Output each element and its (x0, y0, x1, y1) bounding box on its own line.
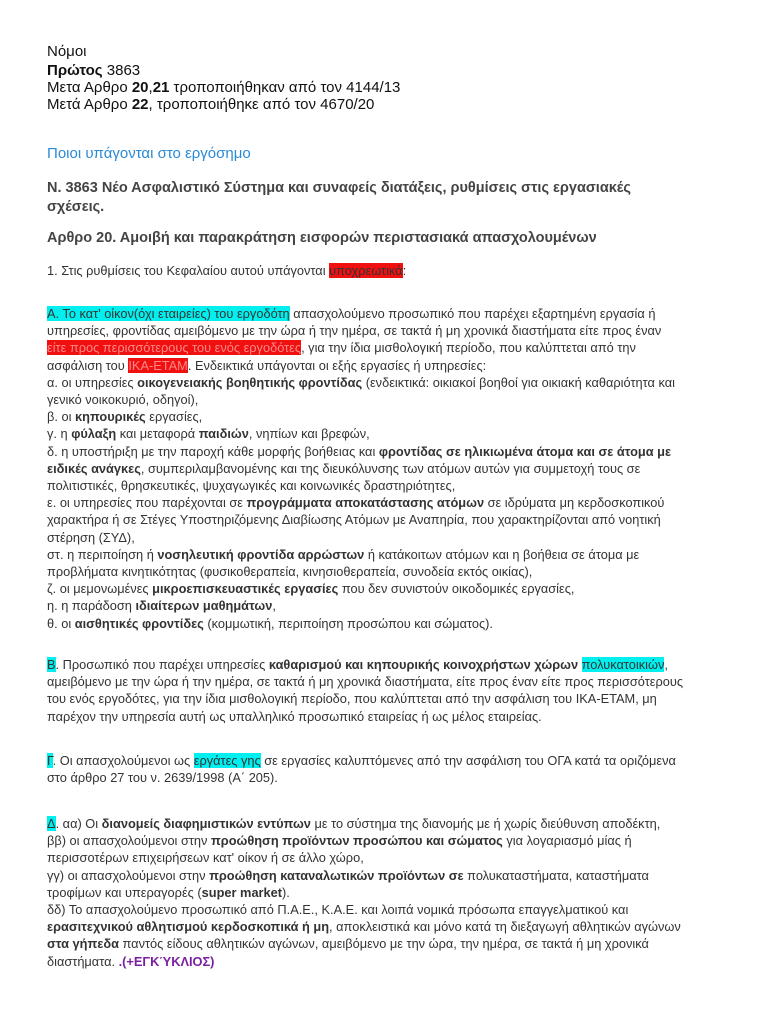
section-b-line-4: παρέχον την υπηρεσία αυτή ως υπαλληλικό προσωπικό εταιρείας ή ως μέλος εταιρείας. (47, 708, 542, 724)
item-th-pre: θ. οι (47, 615, 75, 631)
section-b-line1-pre: . Προσωπικό που παρέχει υπηρεσίες (55, 657, 269, 672)
item-c-mid: και μεταφορά (116, 426, 199, 442)
item-a-bold: οικογενειακής βοηθητικής φροντίδας (137, 374, 363, 390)
section-d-line7-rest: , αποκλειστικά και μόνο κατά τη διεξαγωγή αθλητικών αγώνων (329, 919, 681, 935)
law-title (47, 179, 631, 217)
section-b-letter: Β (47, 657, 56, 672)
item-e-bold: προγράμματα αποκατάστασης ατόμων (246, 495, 485, 511)
item-c-rest: , νηπίων και βρεφών, (248, 426, 370, 442)
section-d-line5-rest: ). (282, 884, 290, 900)
section-d-line-3: περισσοτέρων επιχειρήσεων κατ' οίκον ή σε άλλο χώρο, (47, 850, 364, 866)
item-a-pre: α. οι υπηρεσίες (47, 374, 138, 390)
header-comma: , (148, 79, 153, 96)
header-article-22: 22 (131, 96, 149, 113)
section-g-line1-rest: σε εργασίες καλυπτόμενες από την ασφάλιση του ΟΓΑ κατά τα οριζόμενα (260, 753, 676, 768)
section-b-highlight: πολυκατοικιών (581, 657, 665, 672)
item-a-line-2: γενικό νοικοκυριό, οδηγοί), (47, 392, 199, 408)
law-title-line-1: Ν. 3863 Νέο Ασφαλιστικό Σύστημα και συναφείς διατάξεις, ρυθμίσεις στις εργασιακές (47, 180, 631, 196)
section-d-bold-8: στα γήπεδα (47, 936, 119, 952)
header-after22-rest: , τροποποιήθηκε από τον 4670/20 (148, 96, 375, 113)
section-a-line4-pre: ασφάλιση του (47, 357, 129, 373)
item-d-bold: φροντίδας σε ηλικιωμένα άτομα και σε άτομα με (378, 443, 672, 459)
section-b-line-3: του ενός εργοδότες, για την ίδια μισθολογική περίοδο, που καλύπτεται από την ασφάλιση του ΙΚΑ-ΕΤΑΜ, μη (47, 691, 657, 707)
intro-text: 1. Στις ρυθμίσεις του Κεφαλαίου αυτού υπάγονται (47, 263, 330, 278)
item-c-pre: γ. η (47, 426, 72, 442)
section-d-bold-1: διανομείς διαφημιστικών εντύπων (101, 816, 311, 831)
section-d-bold-5: super market (201, 884, 283, 900)
section-d-bold-2: προώθηση προϊόντων προσώπου και σώματος (210, 833, 503, 849)
item-e-line-2: χαρακτήρα ή σε Στέγες Υποστηριζόμενης Διαβίωσης Ατόμων με Αναπηρία, που χαρακτηρίζονται από νοητική (47, 512, 661, 528)
section-d-bold-7: ερασιτεχνικού αθλητισμού κερδοσκοπικά ή μη (47, 919, 330, 935)
section-b-line1-rest: , (664, 657, 668, 672)
item-th-bold: αισθητικές φροντίδες (74, 615, 204, 631)
header-after-pre: Μετα Αρθρο (47, 79, 132, 96)
section-d-letter: Δ (47, 816, 56, 831)
item-c-bold-2: παιδιών (198, 426, 249, 442)
section-d-line-6: δδ) Το απασχολούμενο προσωπικό από Π.Α.Ε., Κ.Α.Ε. και λοιπά νομικά πρόσωπα επαγγελματικού και (47, 902, 629, 918)
section-d-line1-rest: με το σύστημα της διανομής με ή χωρίς διεύθυνση αποδέκτη, (310, 816, 661, 831)
item-th-rest: (κομμωτική, περιποίηση προσώπου και σώματος). (203, 615, 493, 631)
item-c-bold-1: φύλαξη (71, 426, 117, 442)
header-first-bold: Πρώτος (47, 62, 103, 79)
section-d-line4-pre: γγ) οι απασχολούμενοι στην (47, 867, 210, 883)
header-after-rest: τροποποιήθηκαν από τον 4144/13 (169, 79, 401, 96)
section-b-bold: καθαρισμού και κηπουρικής κοινοχρήστων χώρων (268, 657, 579, 672)
section-d-line4-rest: πολυκαταστήματα, καταστήματα (463, 867, 649, 883)
intro-highlight-mandatory: υποχρεωτικά (329, 263, 403, 278)
section-g-letter: Γ (47, 753, 53, 768)
header-line-laws (47, 42, 87, 62)
section-d-bold-4: προώθηση καταναλωτικών προϊόντων σε (209, 867, 464, 883)
item-h-pre: η. η παράδοση (47, 598, 136, 614)
circular-link[interactable]: .(+ΕΓΚΎΚΛΙΟΣ) (118, 953, 215, 969)
header-article-20: 20 (131, 79, 149, 96)
item-z-pre: ζ. οι μεμονωμένες (47, 581, 153, 597)
section-d-line5-pre: τροφίμων και υπεραγορές ( (47, 884, 202, 900)
header-line-after-article-22 (47, 95, 374, 115)
intro-paragraph (47, 262, 727, 279)
section-g-highlight: εργάτες γης (193, 753, 261, 768)
section-b-line-2: αμειβόμενο με την ώρα ή την ημέρα, σε τακτά ή μη χρονικά διαστήματα, είτε προς έναν είτε προς περισσότερους (47, 674, 684, 690)
section-title: Ποιοι υπάγονται στο εργόσημο (47, 145, 251, 162)
item-z-rest: που δεν συνιστούν οικοδομικές εργασίες, (338, 581, 575, 597)
item-d-line2-rest: , συμπεριλαμβανομένης και της διευκόλυνσης των ατόμων αυτών για συμμετοχή τους σε (140, 460, 641, 476)
item-h-rest: , (272, 598, 276, 614)
section-d-line-9: διαστήματα. (47, 953, 119, 969)
item-h-bold: ιδιαίτερων μαθημάτων (135, 598, 273, 614)
section-a-line-2: υπηρεσίες, φροντίδας αμειβόμενο με την ώρα ή την ημέρα, σε τακτά ή μη χρονικά διαστήματα είτε προς έναν (47, 323, 662, 339)
item-z-bold: μικροεπισκευαστικές εργασίες (152, 581, 339, 597)
item-d-bold-2: ειδικές ανάγκες (47, 460, 141, 476)
item-st-bold: νοσηλευτική φροντίδα αρρώστων (157, 546, 365, 562)
item-b-bold: κηπουρικές (75, 409, 146, 425)
section-a (47, 305, 727, 632)
section-a-line4-rest: . Ενδεικτικά υπάγονται οι εξής εργασίες ή υπηρεσίες: (187, 357, 487, 373)
intro-colon: : (402, 263, 407, 278)
section-a-red-highlight: είτε προς περισσότερους του ενός εργοδότες (47, 340, 302, 356)
item-b-rest: εργασίες, (145, 409, 203, 425)
section-d-line1-pre: . αα) Οι (55, 816, 102, 831)
header-article-21: 21 (152, 79, 170, 96)
item-b-pre: β. οι (47, 409, 75, 425)
item-e-pre: ε. οι υπηρεσίες που παρέχονται σε (47, 495, 247, 511)
section-a-line1-rest: απασχολούμενο προσωπικό που παρέχει εξαρτημένη εργασία ή (289, 306, 656, 321)
law-title-line-2: σχέσεις. (47, 199, 105, 215)
article-title: Αρθρο 20. Αμοιβή και παρακράτηση εισφορών περιστασιακά απασχολουμένων (47, 230, 597, 246)
item-e-line-3: στέρηση (ΣΥΔ), (47, 529, 135, 545)
section-g-line-2: στο άρθρο 27 του ν. 2639/1998 (Α΄ 205). (47, 770, 278, 786)
header-laws-text: Νόμοι (47, 43, 87, 60)
item-d-line-3: πολιτιστικές, θρησκευτικές, ψυχαγωγικές και κοινωνικές δραστηριότητες, (47, 478, 456, 494)
section-a-ika-highlight: ΙΚΑ-ΕΤΑΜ (128, 357, 188, 373)
item-st-pre: στ. η περιποίηση ή (47, 546, 158, 562)
header-first-number: 3863 (102, 62, 141, 79)
section-d-line2-rest: για λογαριασμό μίας ή (502, 833, 632, 849)
item-a-rest: (ενδεικτικά: οικιακοί βοηθοί για οικιακή καθαριότητα και (362, 374, 675, 390)
section-d-line2-pre: ββ) οι απασχολούμενοι στην (47, 833, 211, 849)
section-g (47, 752, 727, 786)
item-e-rest: σε ιδρύματα μη κερδοσκοπικού (484, 495, 665, 511)
item-d-pre: δ. η υποστήριξη με την παροχή κάθε μορφής βοήθειας και (47, 443, 379, 459)
section-d-line8-rest: παντός είδους αθλητικών αγώνων, αμειβόμενο με την ώρα, την ημέρα, σε τακτά ή μη χρονικά (118, 936, 649, 952)
item-st-rest: ή κατάκοιτων ατόμων και η βοήθεια σε άτομα με (364, 546, 640, 562)
section-b (47, 656, 727, 725)
section-g-line1-pre: . Οι απασχολούμενοι ως (52, 753, 194, 768)
section-d (47, 815, 727, 970)
header-after22-pre: Μετά Αρθρο (47, 96, 132, 113)
section-a-line3-rest: , για την ίδια μισθολογική περίοδο, που καλύπτεται από την (301, 340, 636, 356)
section-a-highlight: Α. Το κατ' οίκον(όχι εταιρείες) του εργοδότη (47, 306, 290, 321)
item-st-line-2: προβλήματα κινητικότητας (φυσικοθεραπεία, κινησιοθεραπεία, συνοδεία εκτός οικίας), (47, 564, 533, 580)
